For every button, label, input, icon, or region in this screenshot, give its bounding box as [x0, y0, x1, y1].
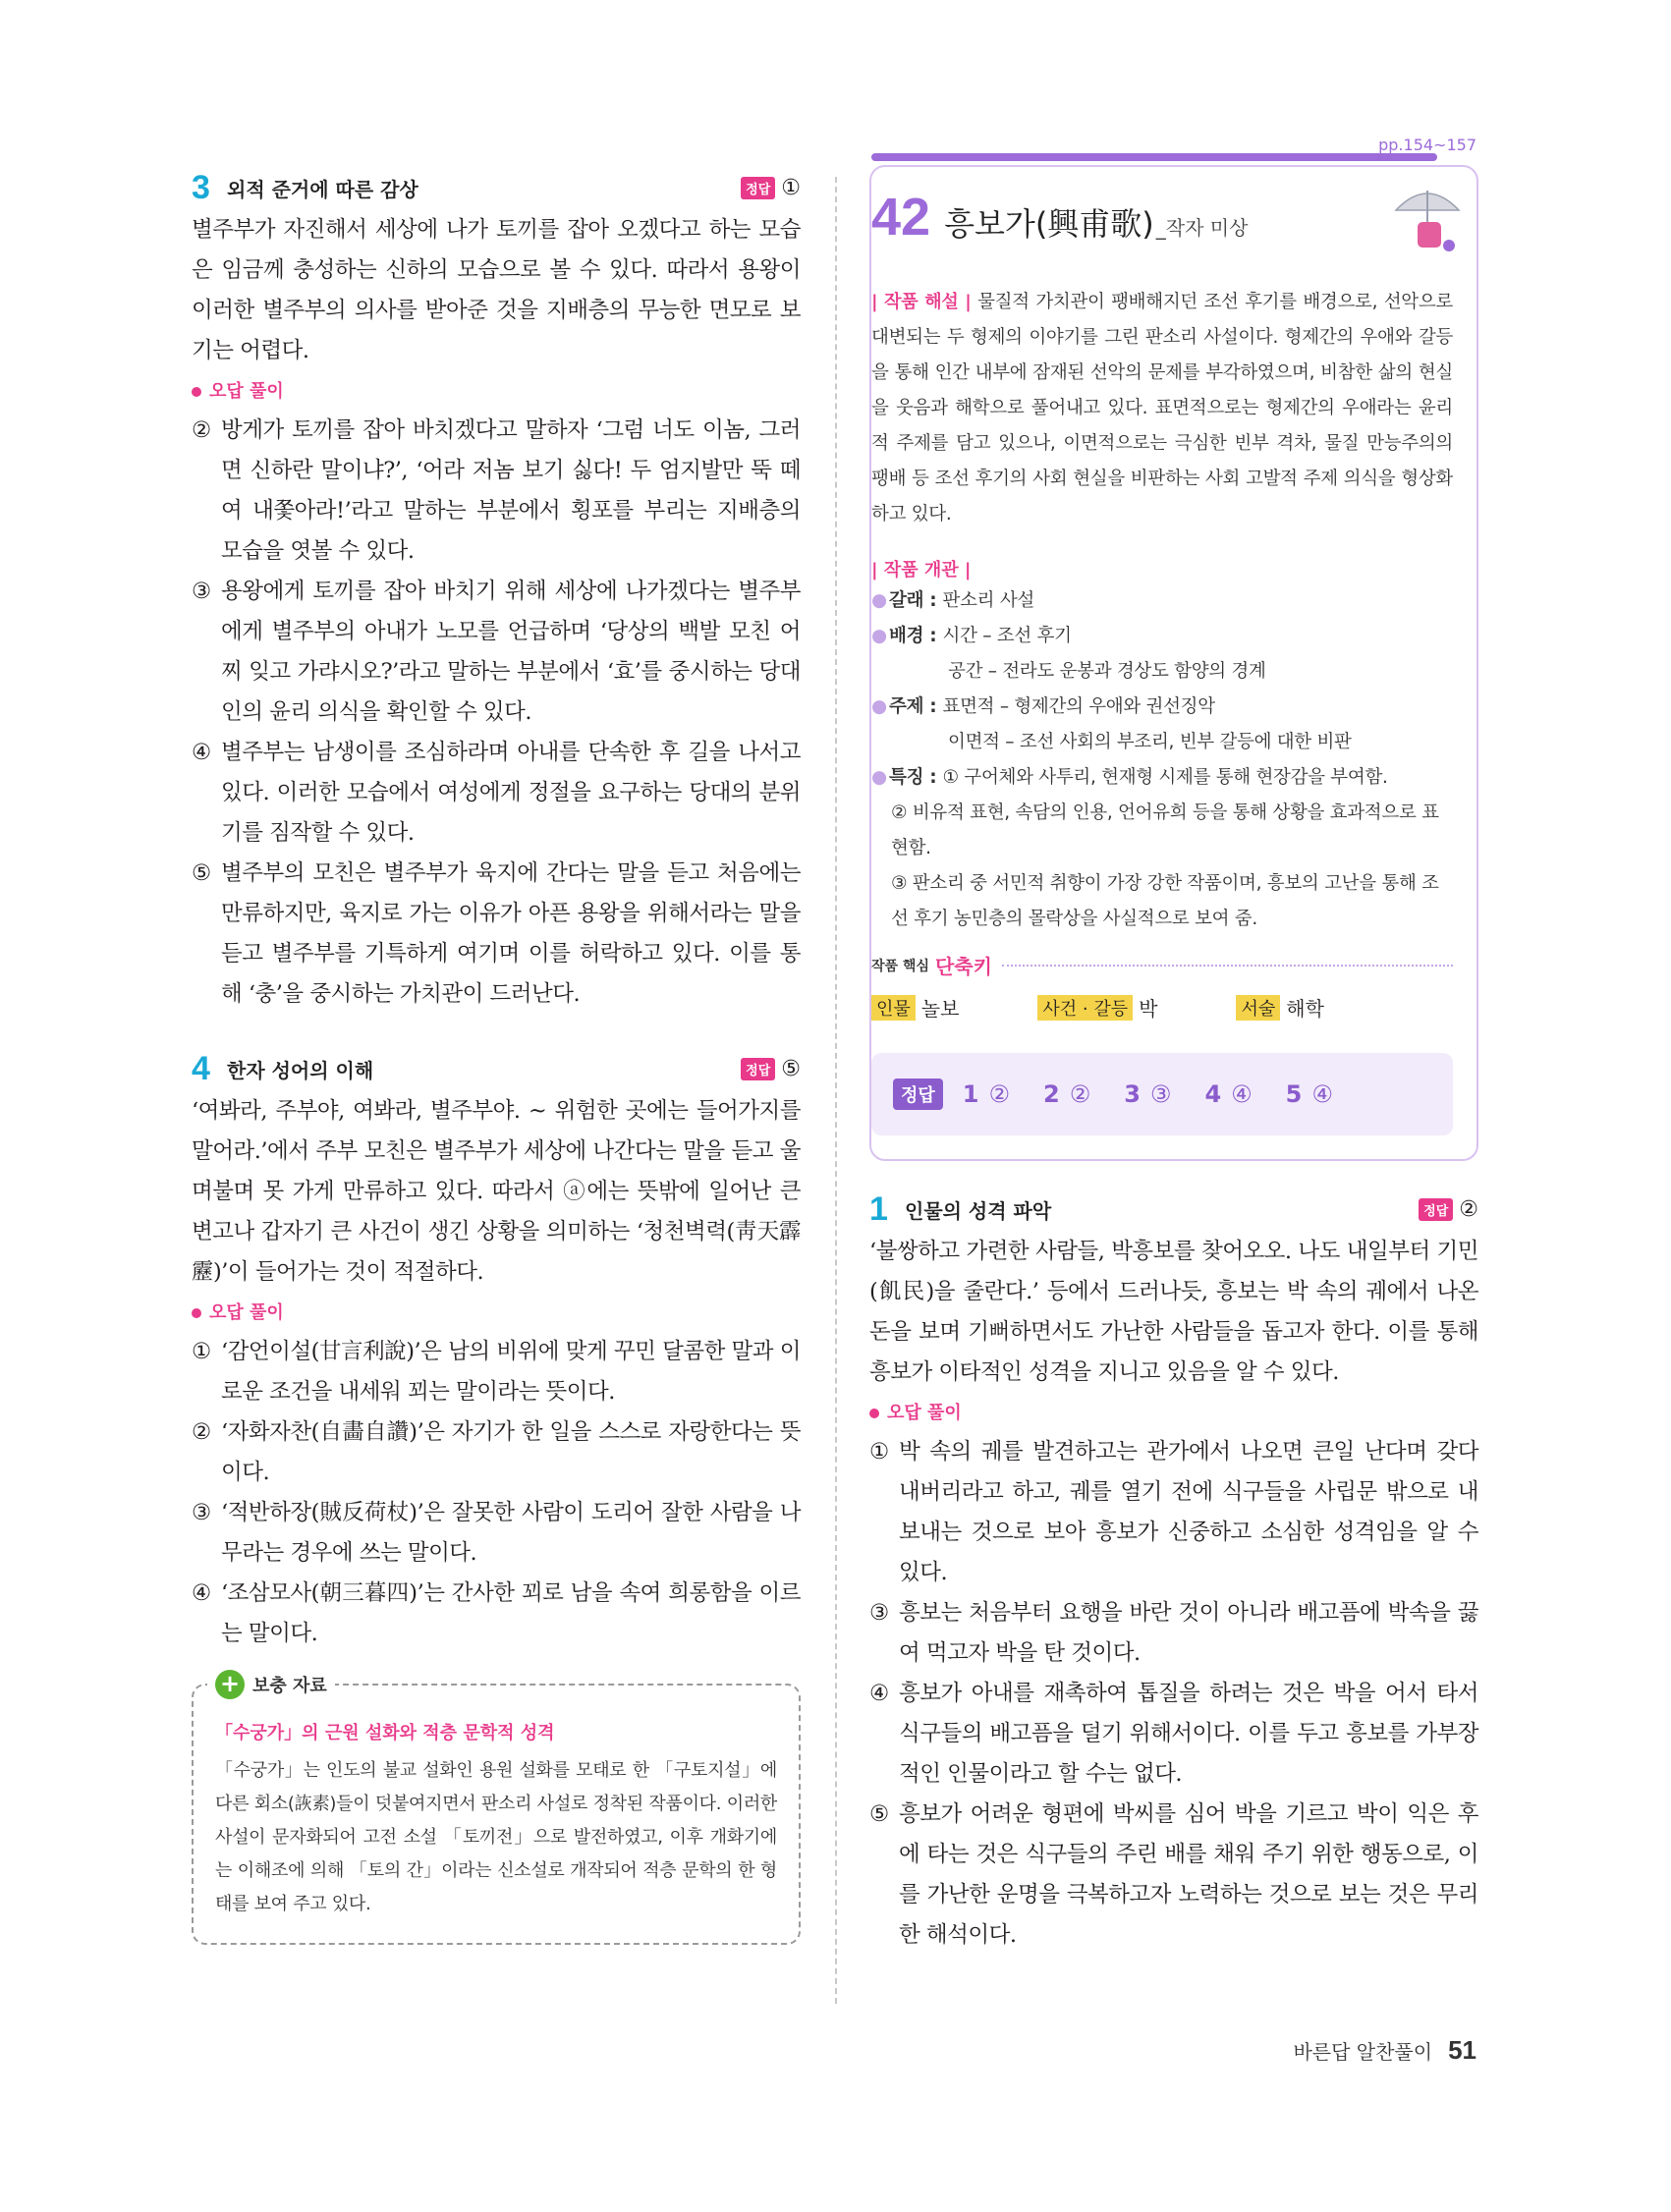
answer-badge: 정답 — [741, 1058, 775, 1080]
commentary-label: | 작품 해설 | — [871, 292, 972, 312]
work-body — [871, 265, 1476, 1159]
answer-badge: 정답 — [1419, 1198, 1453, 1221]
shortcut-keys-row — [871, 993, 1453, 1022]
explanation-text: ‘불쌍하고 가련한 사람들, 박흥보를 찾어오오. 나도 내일부터 기민(飢民)을 줄란다.’ 등에서 드러나듯, 흥보는 박 속의 궤에서 나온 돈을 보며 기뻐하면서도 가난한 사람들을 돕고자 한다. 이를 통해 흥보가 이타적인 성격을 지니고 있음을 알 수 있다. — [869, 1239, 1478, 1385]
answer-value: ⑤ — [781, 1056, 801, 1081]
answer-summary-item: 5 ④ — [1285, 1080, 1333, 1108]
right-column — [869, 136, 1478, 1956]
bullet-icon — [869, 1409, 879, 1418]
wrong-answer-item: ① 박 속의 궤를 발견하고는 관가에서 나오면 큰일 난다며 갖다 내버리라고 하고, 궤를 열기 전에 식구들을 사립문 밖으로 내보내는 것으로 보아 흥보가 신중하고 소심한 성격임을 알 수 있다. — [869, 1439, 1478, 1585]
shortcut-key: 인물 놀보 — [871, 993, 959, 1022]
answer-value: ① — [781, 175, 801, 200]
explanation-text: 별주부가 자진해서 세상에 나가 토끼를 잡아 오겠다고 하는 모습은 임금께 충성하는 신하의 모습으로 볼 수 있다. 따라서 용왕이 이러한 별주부의 의사를 받아준 것을 지배층의 무능한 면모로 보기는 어렵다. — [192, 217, 801, 363]
work-top-bar — [871, 153, 1437, 161]
page-number: 51 — [1448, 2035, 1476, 2065]
answer-badge: 정답 — [893, 1078, 943, 1110]
overview-row: ② 비유적 표현, 속담의 인용, 언어유희 등을 통해 상황을 효과적으로 표현함. — [891, 802, 1439, 858]
wrong-answer-item: ③ 용왕에게 토끼를 잡아 바치기 위해 세상에 나가겠다는 별주부에게 별주부의 아내가 노모를 언급하며 ‘당상의 백발 모친 어찌 잊고 가랴시오?’라고 말하는 부분에서 ‘효’를 중시하는 당대인의 윤리 의식을 확인할 수 있다. — [192, 579, 801, 725]
wrong-answer-item: ② ‘자화자찬(自畵自讚)’은 자기가 한 일을 스스로 자랑한다는 뜻이다. — [192, 1419, 801, 1485]
answer-indicator — [741, 176, 801, 200]
question-number: 3 — [192, 168, 210, 206]
overview-row: 이면적 – 조선 사회의 부조리, 빈부 갈등에 대한 비판 — [948, 732, 1352, 752]
answer-badge: 정답 — [741, 177, 775, 199]
commentary-text: 물질적 가치관이 팽배해지던 조선 후기를 배경으로, 선악으로 대변되는 두 형제의 이야기를 그린 판소리 사설이다. 형제간의 우애와 갈등을 통해 인간 내부에 잠재된 선악의 문제를 부각하였으며, 비참한 삶의 현실을 웃음과 해학으로 풀어내고 있다. 표면적으로는 형제간의 우애라는 윤리적 주제를 담고 있으나, 이면적으로는 극심한 빈부 격차, 물질 만능주의의 팽배 등 조선 후기의 사회 현실을 비판하는 사회 고발적 주제 의식을 형상화하고 있다. — [871, 292, 1453, 525]
wrong-answer-item: ④ 별주부는 남생이를 조심하라며 아내를 단속한 후 길을 나서고 있다. 이러한 모습에서 여성에게 정절을 요구하는 당대의 분위기를 짐작할 수 있다. — [192, 740, 801, 846]
plus-icon: + — [215, 1670, 245, 1699]
explanation-text: ‘여봐라, 주부야, 여봐라, 별주부야. ~ 위험한 곳에는 들어가지를 말어라.’에서 주부 모친은 별주부가 세상에 나간다는 말을 듣고 울며불며 못 가게 만류하고 있다. 따라서 ⓐ에는 뜻밖에 일어난 큰 변고나 갑자기 큰 사건이 생긴 상황을 의미하는 ‘청천벽력(靑天霹靂)’이 들어가는 것이 적절하다. — [192, 1098, 801, 1285]
question-number: 4 — [192, 1049, 210, 1087]
overview-label: | 작품 개관 | — [871, 560, 972, 581]
shortcut-key: 사건 · 갈등 박 — [1037, 993, 1157, 1022]
shortcut-keys-header — [871, 951, 1453, 979]
answer-summary-item: 2 ② — [1043, 1080, 1091, 1108]
shortcut-keys-title: 단축키 — [934, 955, 992, 978]
work-commentary — [871, 285, 1453, 532]
shortcut-key: 서술 해학 — [1236, 993, 1323, 1022]
answer-summary-item: 4 ④ — [1204, 1080, 1253, 1108]
umbrella-icon — [1388, 177, 1467, 255]
answer-indicator — [741, 1057, 801, 1081]
question-title: 한자 성어의 이해 — [227, 1058, 374, 1082]
footer-label: 바른답 알찬풀이 — [1293, 2040, 1433, 2064]
page-footer — [1293, 2035, 1476, 2066]
wrong-answer-item: ⑤ 별주부의 모친은 별주부가 육지에 간다는 말을 듣고 처음에는 만류하지만, 육지로 가는 이유가 아픈 용왕을 위해서라는 말을 듣고 별주부를 기특하게 여기며 이를 허락하고 있다. 이를 통해 ‘충’을 중시하는 가치관이 드러난다. — [192, 860, 801, 1007]
work-title-row — [871, 167, 1476, 265]
supplement-title: 「수궁가」의 근원 설화와 적층 문학적 성격 — [215, 1723, 555, 1743]
column-divider — [835, 177, 837, 2004]
question-3-header — [192, 165, 801, 210]
dotted-divider — [1002, 965, 1453, 967]
wrong-answer-item: ⑤ 흥보가 어려운 형편에 박씨를 심어 박을 기르고 박이 익은 후에 타는 것은 식구들의 주린 배를 채워 주기 위한 행동으로, 이를 가난한 운명을 극복하고자 노력하는 것으로 보는 것은 무리한 해석이다. — [869, 1801, 1478, 1948]
answer-summary-item: 3 ③ — [1124, 1080, 1172, 1108]
wrong-answer-item: ④ ‘조삼모사(朝三暮四)’는 간사한 꾀로 남을 속여 희롱함을 이르는 말이다. — [192, 1580, 801, 1646]
supplement-text: 「수궁가」는 인도의 불교 설화인 용원 설화를 모태로 한 「구토지설」에 다른 회소(詼素)들이 덧붙여지면서 판소리 사설로 정착된 작품이다. 이러한 사설이 문자화되어 고전 소설 「토끼전」으로 발전하였고, 이후 개화기에는 이해조에 의해 「토의 간」이라는 신소설로 개작되어 적층 문학의 한 형태를 보여 주고 있다. — [215, 1760, 777, 1914]
question-4-header — [192, 1046, 801, 1091]
overview-row: 공간 – 전라도 운봉과 경상도 함양의 경계 — [948, 661, 1266, 682]
wrong-answer-item: ③ ‘적반하장(賊反荷杖)’은 잘못한 사람이 도리어 잘한 사람을 나무라는 경우에 쓰는 말이다. — [192, 1500, 801, 1566]
question-number: 1 — [869, 1189, 888, 1228]
supplement-box — [192, 1670, 801, 1945]
answer-indicator — [1419, 1197, 1478, 1222]
overview-row: ● 갈래 : 판소리 사설 — [871, 590, 1034, 611]
bullet-icon — [192, 1308, 201, 1318]
supplement-label: 보충 자료 — [252, 1676, 327, 1696]
question-title: 외적 준거에 따른 감상 — [227, 177, 418, 201]
wrong-answer-item: ③ 흥보는 처음부터 요행을 바란 것이 아니라 배고픔에 박속을 끓여 먹고자 박을 탄 것이다. — [869, 1600, 1478, 1666]
overview-row: ● 배경 : 시간 – 조선 후기 — [871, 626, 1072, 646]
work-number: 42 — [871, 188, 931, 247]
bullet-icon — [192, 387, 201, 397]
work-title: 흥보가(興甫歌) — [944, 205, 1154, 243]
shortcut-keys-label: 작품 핵심 — [871, 958, 929, 974]
wrong-answer-item: ④ 흥보가 아내를 재촉하여 톱질을 하려는 것은 박을 어서 타서 식구들의 배고픔을 덜기 위해서이다. 이를 두고 흥보를 가부장적인 인물이라고 할 수는 없다. — [869, 1681, 1478, 1787]
overview-row: ● 특징 : ① 구어체와 사투리, 현재형 시제를 통해 현장감을 부여함. — [871, 767, 1388, 788]
wrong-answer-heading: 오답 풀이 — [192, 1299, 801, 1328]
answer-summary-box — [871, 1053, 1453, 1135]
work-card — [869, 136, 1478, 1161]
overview-row: ● 주제 : 표면적 – 형제간의 우애와 권선징악 — [871, 696, 1215, 717]
left-column — [192, 165, 801, 1945]
wrong-answer-item: ② 방게가 토끼를 잡아 바치겠다고 말하자 ‘그럼 너도 이놈, 그러면 신하란 말이냐?’, ‘어라 저놈 보기 싫다! 두 엄지발만 뚝 떼여 내쫓아라!’라고 말하는 부분에서 횡포를 부리는 지배층의 모습을 엿볼 수 있다. — [192, 417, 801, 564]
supplement-header — [207, 1670, 335, 1699]
wrong-answer-item: ① ‘감언이설(甘言利說)’은 남의 비위에 맞게 꾸민 달콤한 말과 이로운 조건을 내세워 꾀는 말이라는 뜻이다. — [192, 1339, 801, 1405]
overview-row: ③ 판소리 중 서민적 취향이 가장 강한 작품이며, 흥보의 고난을 통해 조선 후기 농민층의 몰락상을 사실적으로 보여 줌. — [891, 873, 1439, 929]
question-1-header — [869, 1187, 1478, 1232]
question-title: 인물의 성격 파악 — [905, 1198, 1052, 1223]
page-range: pp.154~157 — [1378, 136, 1476, 154]
answer-summary-item: 1 ② — [962, 1080, 1010, 1108]
work-author: _작자 미상 — [1155, 216, 1249, 240]
answer-value: ② — [1459, 1196, 1478, 1222]
wrong-answer-heading: 오답 풀이 — [192, 377, 801, 407]
wrong-answer-heading: 오답 풀이 — [869, 1399, 1478, 1428]
